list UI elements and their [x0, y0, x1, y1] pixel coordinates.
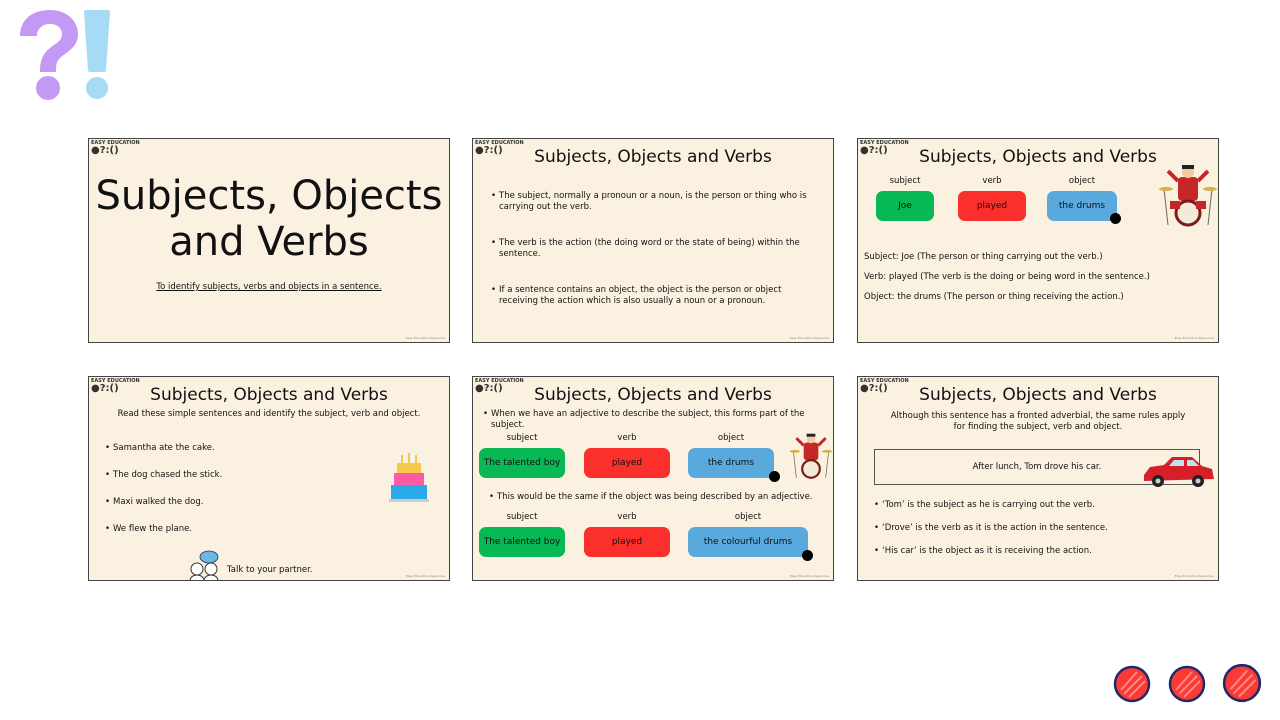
slide-footer: Easy Education Resources [789, 574, 829, 578]
slide-title: Subjects, Objects and Verbs [95, 173, 443, 265]
subject-pill: Joe [876, 191, 934, 221]
example-sentence: After lunch, Tom drove his car. [972, 461, 1102, 472]
verb-label: verb [982, 176, 1002, 186]
list-item: • If a sentence contains an object, the object is the person or object receiving the action which is also usually a noun or a pronoun. [491, 285, 811, 307]
slide-title: Subjects, Objects and Verbs [919, 147, 1157, 167]
list-item: • ‘Tom’ is the subject as he is carrying out the verb. [874, 500, 1214, 511]
slide-3[interactable] [857, 138, 1219, 343]
slide-title: Subjects, Objects and Verbs [150, 385, 388, 405]
brand-logo: EASY EDUCATION ●?:() [475, 140, 524, 156]
object-dot [1110, 213, 1121, 224]
list-item: • The dog chased the stick. [105, 470, 365, 481]
brand-logo: EASY EDUCATION ●?:() [91, 378, 140, 394]
list-item: • This would be the same if the object was being described by an adjective. [489, 492, 829, 503]
list-item: Object: the drums (The person or thing receiving the action.) [864, 292, 1124, 302]
scribble-circle-icon [1112, 664, 1152, 704]
subject-label: subject [506, 433, 538, 443]
object-pill: the drums [688, 448, 774, 478]
slide-1[interactable] [88, 138, 450, 343]
verb-label: verb [617, 512, 637, 522]
slide-footer: Easy Education Resources [1174, 336, 1214, 340]
explanation-list [864, 500, 1214, 557]
object-label: object [717, 433, 745, 443]
slide-title: Subjects, Objects and Verbs [534, 147, 772, 167]
list-item: • ‘His car’ is the object as it is receiving the action. [874, 546, 1214, 557]
slide-footer: Easy Education Resources [789, 336, 829, 340]
brand-logo: EASY EDUCATION ●?:() [860, 140, 909, 156]
object-pill: the drums [1047, 191, 1117, 221]
subject-label: subject [506, 512, 538, 522]
talk-prompt: Talk to your partner. [227, 565, 313, 575]
slide-intro: Although this sentence has a fronted adverbial, the same rules apply for finding the subject, verb and object. [890, 411, 1186, 432]
adjective-note-1 [473, 409, 834, 431]
slide-footer: Easy Education Resources [405, 574, 445, 578]
birthday-cake-icon [389, 453, 429, 503]
drummer-icon [1158, 159, 1218, 229]
verb-pill: played [958, 191, 1026, 221]
scribble-circle-icon [1221, 662, 1263, 704]
brand-logo: EASY EDUCATION ●?:() [860, 378, 909, 394]
definition-list [481, 191, 811, 307]
list-item: • Maxi walked the dog. [105, 497, 365, 508]
scribble-circle-icon [1167, 664, 1207, 704]
brand-logo: EASY EDUCATION ●?:() [91, 140, 140, 156]
list-item: • ‘Drove’ is the verb as it is the action in the sentence. [874, 523, 1214, 534]
verb-pill: played [584, 527, 670, 557]
speech-bubbles-icon [187, 549, 223, 581]
list-item: • We flew the plane. [105, 524, 365, 535]
drummer-icon [789, 427, 833, 483]
verb-pill: played [584, 448, 670, 478]
list-item: • When we have an adjective to describe the subject, this forms part of the subject. [483, 409, 834, 431]
object-pill: the colourful drums [688, 527, 808, 557]
slide-title: Subjects, Objects and Verbs [919, 385, 1157, 405]
car-icon [1140, 453, 1216, 489]
slide-6[interactable] [857, 376, 1219, 581]
object-dot [802, 550, 813, 561]
subject-label: subject [889, 176, 921, 186]
brand-logo: EASY EDUCATION ●?:() [475, 378, 524, 394]
slide-2[interactable] [472, 138, 834, 343]
slide-4[interactable] [88, 376, 450, 581]
list-item: • The verb is the action (the doing word or the state of being) within the sentence. [491, 238, 811, 260]
explanation-list [864, 252, 1204, 303]
verb-label: verb [617, 433, 637, 443]
list-item: Verb: played (The verb is the doing or being word in the sentence.) [864, 272, 1150, 282]
slide-intro: Read these simple sentences and identify the subject, verb and object. [117, 409, 421, 419]
object-dot [769, 471, 780, 482]
slide-footer: Easy Education Resources [1174, 574, 1214, 578]
list-item: Subject: Joe (The person or thing carrying out the verb.) [864, 252, 1103, 262]
object-label: object [1068, 176, 1096, 186]
object-label: object [734, 512, 762, 522]
adjective-note-2 [479, 492, 829, 503]
slide-footer: Easy Education Resources [405, 336, 445, 340]
slide-title: Subjects, Objects and Verbs [534, 385, 772, 405]
learning-objective: To identify subjects, verbs and objects in a sentence. [156, 282, 382, 292]
list-item: • The subject, normally a pronoun or a noun, is the person or thing who is carrying out the verb. [491, 191, 811, 213]
question-exclaim-logo-icon [10, 8, 120, 103]
sentence-list [95, 443, 365, 535]
subject-pill: The talented boy [479, 448, 565, 478]
slide-5[interactable] [472, 376, 834, 581]
subject-pill: The talented boy [479, 527, 565, 557]
list-item: • Samantha ate the cake. [105, 443, 365, 454]
